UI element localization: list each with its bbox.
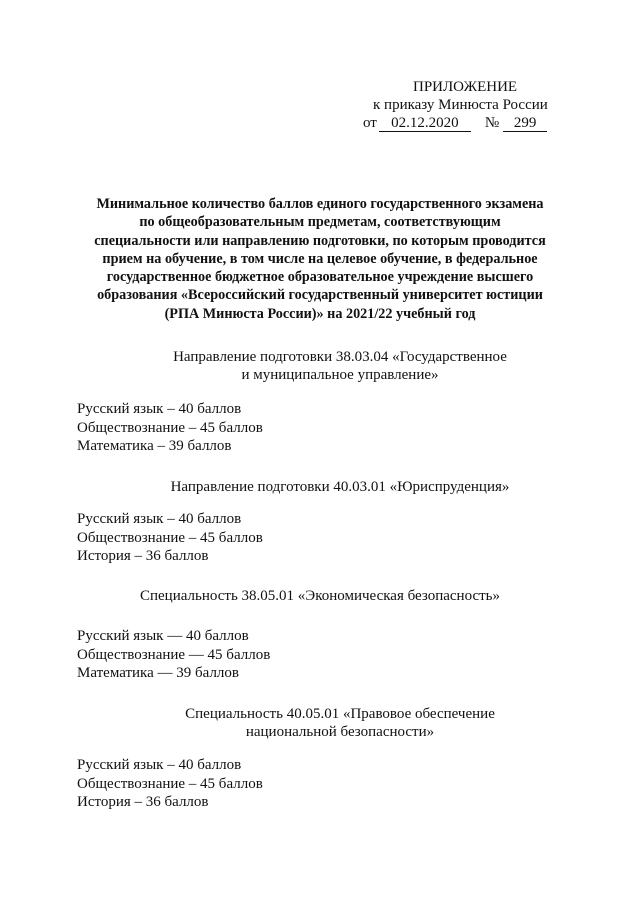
subject-list-40-05-01 [77, 756, 263, 812]
section-heading-38-03-04 [130, 348, 550, 384]
section-heading-38-05-01 [110, 587, 530, 605]
list-item: История – 36 баллов [77, 794, 209, 810]
subject-list-38-03-04 [77, 400, 263, 456]
list-item: Обществознание – 45 баллов [77, 419, 263, 436]
title-line: специальности или направлению подготовки, по которым проводится [94, 232, 546, 249]
list-item: Математика — 39 баллов [77, 665, 240, 681]
list-item: Русский язык – 40 баллов [77, 511, 242, 527]
list-item: Русский язык – 40 баллов [77, 757, 242, 773]
heading-line: Направление подготовки 40.03.01 «Юриспруденция» [170, 479, 510, 495]
order-date-number-line [363, 114, 547, 132]
section-heading-40-03-01 [130, 478, 550, 496]
number-prefix: № [484, 115, 500, 131]
list-item: Обществознание – 45 баллов [77, 529, 263, 546]
title-line: государственное бюджетное образовательное учреждение высшего [106, 269, 534, 286]
order-reference: к приказу Минюста России [373, 97, 548, 113]
title-line: образования «Всероссийский государственный университет юстиции [97, 287, 543, 304]
list-item: Обществознание — 45 баллов [77, 646, 271, 663]
title-line: (РПА Минюста России)» на 2021/22 учебный год [164, 305, 476, 322]
heading-line: и муниципальное управление» [241, 367, 439, 383]
subject-list-38-05-01 [77, 627, 270, 683]
list-item: Русский язык — 40 баллов [77, 628, 249, 644]
date-prefix: от [363, 115, 377, 131]
order-number: 299 [503, 116, 547, 132]
list-item: Русский язык – 40 баллов [77, 401, 242, 417]
section-heading-40-05-01 [130, 705, 550, 741]
list-item: Обществознание – 45 баллов [77, 775, 263, 792]
title-line: Минимальное количество баллов единого государственного экзамена [96, 196, 544, 212]
heading-line: национальной безопасности» [245, 724, 435, 740]
order-date: 02.12.2020 [379, 116, 471, 132]
heading-line: Специальность 38.05.01 «Экономическая безопасность» [139, 588, 500, 604]
document-title [60, 195, 580, 323]
heading-line: Направление подготовки 38.03.04 «Государственное [173, 349, 507, 365]
title-line: прием на обучение, в том числе на целевое обучение, в федеральное [102, 250, 538, 267]
appendix-title: ПРИЛОЖЕНИЕ [413, 79, 518, 95]
title-line: по общеобразовательным предметам, соответствующим [139, 214, 501, 231]
list-item: Математика – 39 баллов [77, 438, 232, 454]
heading-line: Специальность 40.05.01 «Правовое обеспечение [185, 706, 495, 722]
subject-list-40-03-01 [77, 510, 263, 566]
list-item: История – 36 баллов [77, 548, 209, 564]
